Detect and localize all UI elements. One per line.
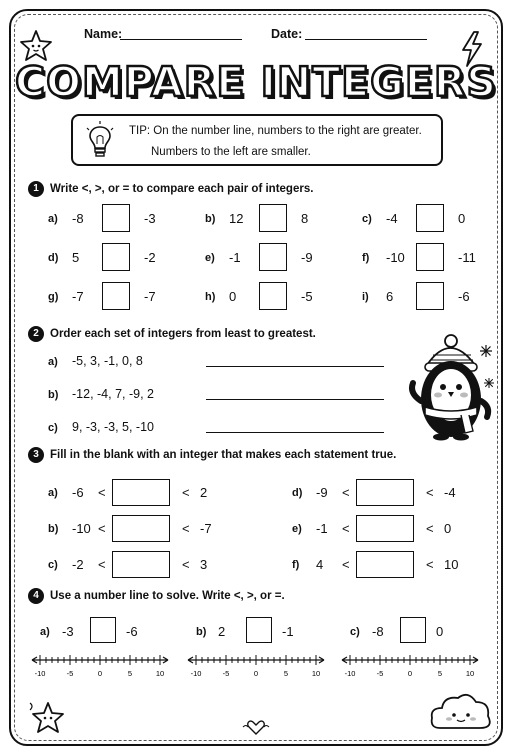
section-instruction: Write <, >, or = to compare each pair of integers. (50, 183, 314, 196)
answer-box[interactable] (356, 515, 414, 542)
number-line-label: -10 (34, 669, 46, 678)
left-value: -1 (229, 250, 241, 265)
left-value: -8 (372, 624, 384, 639)
operator: < (98, 557, 106, 572)
left-value: -3 (62, 624, 74, 639)
answer-box[interactable] (416, 282, 444, 310)
number-line-label: -5 (222, 669, 230, 678)
answer-box[interactable] (416, 243, 444, 271)
left-value: -7 (72, 289, 84, 304)
operator: < (182, 485, 190, 500)
integer-set: -5, 3, -1, 0, 8 (72, 354, 143, 368)
number-line-label: -5 (66, 669, 74, 678)
right-value: 2 (200, 485, 208, 500)
right-value: 0 (444, 521, 452, 536)
number-line-label: 0 (407, 669, 413, 678)
answer-line[interactable] (206, 432, 384, 433)
section-number: 2 (28, 326, 44, 342)
left-value: 6 (386, 289, 394, 304)
lightbulb-icon (87, 124, 113, 160)
item-label: a) (48, 356, 58, 368)
item-label: a) (48, 487, 58, 499)
section-3-heading (28, 447, 396, 463)
right-value: -7 (200, 521, 212, 536)
section-4-heading (28, 588, 285, 604)
answer-line[interactable] (206, 399, 384, 400)
item-label: a) (40, 626, 50, 638)
page-title: COMPARE INTEGERS (15, 58, 497, 106)
right-value: 0 (458, 211, 466, 226)
number-line-label: 0 (253, 669, 259, 678)
item-label: c) (350, 626, 360, 638)
operator: < (342, 485, 350, 500)
number-line (30, 652, 170, 682)
item-label: b) (205, 213, 216, 225)
item-label: d) (292, 487, 303, 499)
left-value: -4 (386, 211, 398, 226)
integer-set: 9, -3, -3, 5, -10 (72, 420, 154, 434)
number-line-label: 10 (465, 669, 475, 678)
right-value: -6 (126, 624, 138, 639)
item-label: i) (362, 291, 369, 303)
number-line-label: 5 (283, 669, 289, 678)
left-value: -10 (386, 250, 405, 265)
answer-box[interactable] (259, 243, 287, 271)
answer-box[interactable] (102, 243, 130, 271)
number-line-label: -10 (190, 669, 202, 678)
date-field[interactable] (305, 39, 427, 40)
number-line (186, 652, 326, 682)
section-2-heading (28, 326, 316, 342)
right-value: -3 (144, 211, 156, 226)
item-label: d) (48, 252, 59, 264)
number-line-label: 5 (437, 669, 443, 678)
operator: < (342, 557, 350, 572)
answer-box[interactable] (102, 204, 130, 232)
name-label: Name: (84, 27, 123, 41)
answer-box[interactable] (112, 479, 170, 506)
operator: < (342, 521, 350, 536)
item-label: e) (292, 523, 302, 535)
answer-box[interactable] (90, 617, 116, 643)
item-label: f) (292, 559, 300, 571)
item-label: h) (205, 291, 216, 303)
operator: < (98, 521, 106, 536)
answer-box[interactable] (112, 551, 170, 578)
tip-line-2: Numbers to the left are smaller. (151, 146, 311, 158)
operator: < (182, 557, 190, 572)
item-label: c) (48, 422, 58, 434)
left-value: -8 (72, 211, 84, 226)
right-value: -7 (144, 289, 156, 304)
left-value: 4 (316, 557, 324, 572)
star-icon (28, 700, 68, 736)
right-value: -11 (458, 250, 476, 265)
right-value: -1 (282, 624, 294, 639)
left-value: 12 (229, 211, 244, 226)
left-value: -2 (72, 557, 84, 572)
right-value: -4 (444, 485, 456, 500)
right-value: 10 (444, 557, 459, 572)
item-label: c) (362, 213, 372, 225)
number-line-label: -5 (376, 669, 384, 678)
item-label: b) (48, 523, 59, 535)
answer-box[interactable] (356, 479, 414, 506)
number-line-label: 10 (311, 669, 321, 678)
right-value: -6 (458, 289, 470, 304)
left-value: -10 (72, 521, 91, 536)
left-value: 0 (229, 289, 237, 304)
heart-icon (243, 718, 269, 736)
right-value: -2 (144, 250, 156, 265)
operator: < (426, 485, 434, 500)
answer-line[interactable] (206, 366, 384, 367)
answer-box[interactable] (400, 617, 426, 643)
item-label: e) (205, 252, 215, 264)
answer-box[interactable] (246, 617, 272, 643)
operator: < (426, 557, 434, 572)
operator: < (426, 521, 434, 536)
number-line-label: -10 (344, 669, 356, 678)
name-field[interactable] (120, 39, 242, 40)
section-1-heading (28, 181, 313, 197)
number-line-label: 0 (97, 669, 103, 678)
tip-box (71, 114, 443, 166)
section-instruction: Use a number line to solve. Write <, >, or =. (50, 590, 285, 603)
snowflake-icon (484, 378, 494, 388)
section-number: 4 (28, 588, 44, 604)
number-line (340, 652, 480, 682)
left-value: 2 (218, 624, 226, 639)
section-number: 1 (28, 181, 44, 197)
tip-line-1: TIP: On the number line, numbers to the right are greater. (129, 125, 422, 137)
right-value: 3 (200, 557, 208, 572)
left-value: -6 (72, 485, 84, 500)
item-label: g) (48, 291, 59, 303)
right-value: -5 (301, 289, 313, 304)
number-line-label: 10 (155, 669, 165, 678)
item-label: f) (362, 252, 370, 264)
operator: < (182, 521, 190, 536)
section-number: 3 (28, 447, 44, 463)
item-label: c) (48, 559, 58, 571)
left-value: -1 (316, 521, 328, 536)
section-instruction: Fill in the blank with an integer that makes each statement true. (50, 449, 397, 462)
answer-box[interactable] (259, 282, 287, 310)
cloud-icon (428, 690, 494, 734)
integer-set: -12, -4, 7, -9, 2 (72, 387, 154, 401)
answer-box[interactable] (112, 515, 170, 542)
right-value: -9 (301, 250, 313, 265)
right-value: 8 (301, 211, 309, 226)
number-line-label: 5 (127, 669, 133, 678)
left-value: 5 (72, 250, 80, 265)
section-instruction: Order each set of integers from least to greatest. (50, 328, 316, 341)
date-label: Date: (271, 27, 303, 41)
answer-box[interactable] (416, 204, 444, 232)
item-label: b) (196, 626, 207, 638)
right-value: 0 (436, 624, 444, 639)
operator: < (98, 485, 106, 500)
snowflake-icon (480, 345, 492, 357)
left-value: -9 (316, 485, 328, 500)
item-label: b) (48, 389, 59, 401)
answer-box[interactable] (102, 282, 130, 310)
answer-box[interactable] (356, 551, 414, 578)
answer-box[interactable] (259, 204, 287, 232)
item-label: a) (48, 213, 58, 225)
